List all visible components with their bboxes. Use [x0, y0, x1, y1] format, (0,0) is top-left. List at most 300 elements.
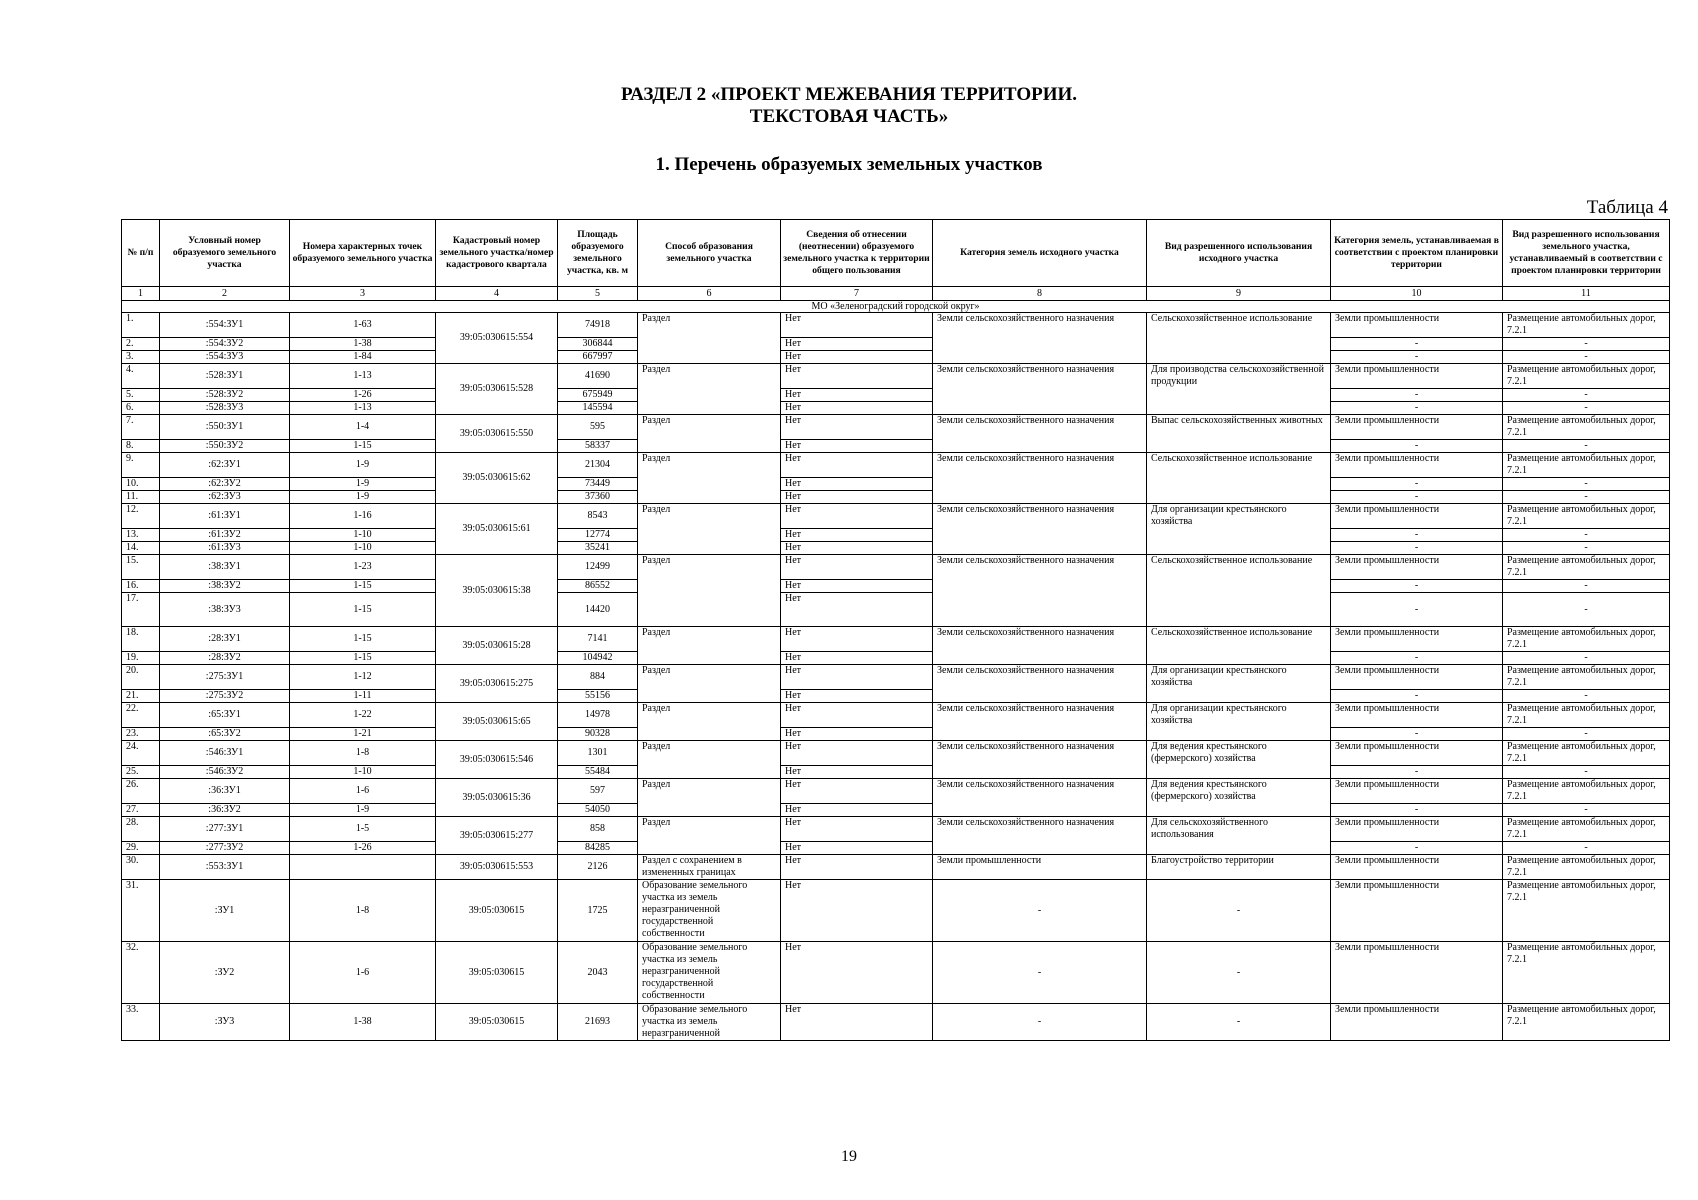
new-land-category: Земли промышленности	[1331, 415, 1503, 440]
new-permitted-use: -	[1503, 440, 1670, 453]
formation-method: Раздел	[638, 627, 781, 665]
plot-points: 1-4	[290, 415, 436, 440]
plot-id: :62:ЗУ2	[160, 478, 290, 491]
source-permitted-use: -	[1147, 942, 1331, 1004]
cadastral-number: 39:05:030615	[436, 880, 558, 942]
new-permitted-use: Размещение автомобильных дорог, 7.2.1	[1503, 415, 1670, 440]
new-land-category: Земли промышленности	[1331, 665, 1503, 690]
new-land-category: -	[1331, 389, 1503, 402]
row-number: 9.	[122, 453, 160, 478]
source-permitted-use: -	[1147, 880, 1331, 942]
new-permitted-use: -	[1503, 351, 1670, 364]
row-number: 19.	[122, 652, 160, 665]
table-row	[122, 542, 1670, 555]
source-land-category: Земли сельскохозяйственного назначения	[933, 741, 1147, 779]
row-number: 28.	[122, 817, 160, 842]
plot-area: 54050	[558, 804, 638, 817]
section-title-line1: РАЗДЕЛ 2 «ПРОЕКТ МЕЖЕВАНИЯ ТЕРРИТОРИИ.	[620, 84, 1078, 105]
public-use-status: Нет	[781, 942, 933, 1004]
public-use-status: Нет	[781, 364, 933, 389]
table-row	[122, 555, 1670, 580]
row-number: 31.	[122, 880, 160, 942]
plot-points: 1-21	[290, 728, 436, 741]
source-permitted-use: Для сельскохозяйственного использования	[1147, 817, 1331, 855]
public-use-status: Нет	[781, 402, 933, 415]
column-number: 2	[160, 287, 290, 301]
plot-area: 21304	[558, 453, 638, 478]
row-number: 33.	[122, 1004, 160, 1041]
table-row	[122, 440, 1670, 453]
new-land-category: -	[1331, 593, 1503, 627]
plot-id: :28:ЗУ1	[160, 627, 290, 652]
plot-area: 675949	[558, 389, 638, 402]
row-number: 24.	[122, 741, 160, 766]
new-permitted-use: -	[1503, 593, 1670, 627]
plot-points: 1-15	[290, 580, 436, 593]
cadastral-number: 39:05:030615	[436, 942, 558, 1004]
plot-id: :38:ЗУ2	[160, 580, 290, 593]
source-land-category: Земли сельскохозяйственного назначения	[933, 665, 1147, 703]
formation-method: Раздел	[638, 703, 781, 741]
public-use-status: Нет	[781, 728, 933, 741]
row-number: 15.	[122, 555, 160, 580]
new-land-category: -	[1331, 804, 1503, 817]
source-permitted-use: Сельскохозяйственное использование	[1147, 453, 1331, 504]
plot-points: 1-8	[290, 741, 436, 766]
plot-area: 14420	[558, 593, 638, 627]
source-land-category: Земли сельскохозяйственного назначения	[933, 703, 1147, 741]
row-number: 29.	[122, 842, 160, 855]
table-row	[122, 338, 1670, 351]
public-use-status: Нет	[781, 842, 933, 855]
formation-method: Раздел с сохранением в измененных границах	[638, 855, 781, 880]
row-number: 4.	[122, 364, 160, 389]
new-land-category: -	[1331, 652, 1503, 665]
table-row	[122, 817, 1670, 842]
row-number: 1.	[122, 313, 160, 338]
source-permitted-use: Выпас сельскохозяйственных животных	[1147, 415, 1331, 453]
source-land-category: Земли сельскохозяйственного назначения	[933, 504, 1147, 555]
table-row	[122, 842, 1670, 855]
row-number: 8.	[122, 440, 160, 453]
plot-id: :554:ЗУ1	[160, 313, 290, 338]
source-land-category: Земли сельскохозяйственного назначения	[933, 779, 1147, 817]
new-land-category: -	[1331, 338, 1503, 351]
new-land-category: Земли промышленности	[1331, 703, 1503, 728]
public-use-status: Нет	[781, 855, 933, 880]
column-number: 3	[290, 287, 436, 301]
plot-points: 1-10	[290, 766, 436, 779]
plot-points: 1-26	[290, 842, 436, 855]
plot-id: :65:ЗУ1	[160, 703, 290, 728]
plot-area: 2043	[558, 942, 638, 1004]
source-land-category: Земли промышленности	[933, 855, 1147, 880]
header-cell: Номера характерных точек образуемого земельного участка	[290, 220, 436, 287]
header-cell: Площадь образуемого земельного участка, кв. м	[558, 220, 638, 287]
plot-id: :550:ЗУ1	[160, 415, 290, 440]
plot-area: 35241	[558, 542, 638, 555]
plot-points	[290, 855, 436, 880]
plot-id: :550:ЗУ2	[160, 440, 290, 453]
column-number: 9	[1147, 287, 1331, 301]
row-number: 14.	[122, 542, 160, 555]
table-row	[122, 880, 1670, 942]
column-number: 11	[1503, 287, 1670, 301]
cadastral-number: 39:05:030615:553	[436, 855, 558, 880]
cadastral-number: 39:05:030615:38	[436, 555, 558, 627]
row-number: 32.	[122, 942, 160, 1004]
source-permitted-use: Для ведения крестьянского (фермерского) хозяйства	[1147, 741, 1331, 779]
table-row	[122, 766, 1670, 779]
table-row	[122, 942, 1670, 1004]
plot-points: 1-16	[290, 504, 436, 529]
new-land-category: -	[1331, 690, 1503, 703]
source-permitted-use: Для организации крестьянского хозяйства	[1147, 504, 1331, 555]
column-number: 1	[122, 287, 160, 301]
plot-id: :528:ЗУ3	[160, 402, 290, 415]
source-permitted-use: Для организации крестьянского хозяйства	[1147, 703, 1331, 741]
row-number: 11.	[122, 491, 160, 504]
plot-points: 1-9	[290, 453, 436, 478]
header-cell: Категория земель, устанавливаемая в соответствии с проектом планировки территории	[1331, 220, 1503, 287]
source-permitted-use: -	[1147, 1004, 1331, 1041]
row-number: 10.	[122, 478, 160, 491]
formation-method: Раздел	[638, 555, 781, 627]
formation-method: Образование земельного участка из земель неразграниченной государственной собственности	[638, 880, 781, 942]
new-permitted-use: Размещение автомобильных дорог, 7.2.1	[1503, 880, 1670, 942]
new-land-category: -	[1331, 351, 1503, 364]
new-land-category: -	[1331, 529, 1503, 542]
new-land-category: -	[1331, 402, 1503, 415]
new-permitted-use: -	[1503, 542, 1670, 555]
table-row	[122, 779, 1670, 804]
plot-area: 12499	[558, 555, 638, 580]
new-permitted-use: Размещение автомобильных дорог, 7.2.1	[1503, 627, 1670, 652]
new-land-category: Земли промышленности	[1331, 817, 1503, 842]
new-permitted-use: -	[1503, 690, 1670, 703]
table-row	[122, 351, 1670, 364]
table-row	[122, 313, 1670, 338]
new-land-category: -	[1331, 842, 1503, 855]
new-permitted-use: -	[1503, 338, 1670, 351]
new-permitted-use: -	[1503, 766, 1670, 779]
new-permitted-use: Размещение автомобильных дорог, 7.2.1	[1503, 779, 1670, 804]
plot-area: 58337	[558, 440, 638, 453]
cadastral-number: 39:05:030615:61	[436, 504, 558, 555]
plot-points: 1-15	[290, 593, 436, 627]
header-cell: Сведения об отнесении (неотнесении) образуемого земельного участка к территории общего пользования	[781, 220, 933, 287]
table-row	[122, 728, 1670, 741]
source-permitted-use: Для ведения крестьянского (фермерского) хозяйства	[1147, 779, 1331, 817]
new-permitted-use: Размещение автомобильных дорог, 7.2.1	[1503, 665, 1670, 690]
new-permitted-use: Размещение автомобильных дорог, 7.2.1	[1503, 313, 1670, 338]
new-permitted-use: -	[1503, 580, 1670, 593]
header-cell: Условный номер образуемого земельного участка	[160, 220, 290, 287]
page-number: 19	[841, 1148, 857, 1165]
public-use-status: Нет	[781, 703, 933, 728]
plot-id: :61:ЗУ3	[160, 542, 290, 555]
new-land-category: -	[1331, 766, 1503, 779]
row-number: 2.	[122, 338, 160, 351]
plot-id: :528:ЗУ1	[160, 364, 290, 389]
new-permitted-use: Размещение автомобильных дорог, 7.2.1	[1503, 855, 1670, 880]
public-use-status: Нет	[781, 338, 933, 351]
formation-method: Раздел	[638, 364, 781, 415]
table-row	[122, 478, 1670, 491]
land-plots-table	[121, 219, 1670, 1041]
new-permitted-use: Размещение автомобильных дорог, 7.2.1	[1503, 703, 1670, 728]
row-number: 5.	[122, 389, 160, 402]
plot-area: 667997	[558, 351, 638, 364]
new-land-category: -	[1331, 491, 1503, 504]
plot-id: :546:ЗУ1	[160, 741, 290, 766]
subsection-title: 1. Перечень образуемых земельных участков	[655, 154, 1043, 175]
column-number-row	[122, 287, 1670, 301]
header-cell: Способ образования земельного участка	[638, 220, 781, 287]
plot-area: 597	[558, 779, 638, 804]
cadastral-number: 39:05:030615:65	[436, 703, 558, 741]
row-number: 23.	[122, 728, 160, 741]
header-cell: Вид разрешенного использования исходного участка	[1147, 220, 1331, 287]
plot-points: 1-23	[290, 555, 436, 580]
plot-area: 12774	[558, 529, 638, 542]
source-land-category: Земли сельскохозяйственного назначения	[933, 555, 1147, 627]
source-land-category: Земли сельскохозяйственного назначения	[933, 453, 1147, 504]
formation-method: Образование земельного участка из земель неразграниченной	[638, 1004, 781, 1041]
cadastral-number: 39:05:030615:528	[436, 364, 558, 415]
source-land-category: -	[933, 880, 1147, 942]
plot-id: :65:ЗУ2	[160, 728, 290, 741]
plot-id: :61:ЗУ1	[160, 504, 290, 529]
plot-id: :553:ЗУ1	[160, 855, 290, 880]
new-permitted-use: Размещение автомобильных дорог, 7.2.1	[1503, 741, 1670, 766]
row-number: 27.	[122, 804, 160, 817]
cadastral-number: 39:05:030615:28	[436, 627, 558, 665]
new-land-category: Земли промышленности	[1331, 504, 1503, 529]
new-permitted-use: Размещение автомобильных дорог, 7.2.1	[1503, 555, 1670, 580]
source-land-category: Земли сельскохозяйственного назначения	[933, 627, 1147, 665]
formation-method: Раздел	[638, 415, 781, 453]
public-use-status: Нет	[781, 1004, 933, 1041]
plot-id: :ЗУ1	[160, 880, 290, 942]
table-row	[122, 529, 1670, 542]
table-row	[122, 453, 1670, 478]
formation-method: Раздел	[638, 741, 781, 779]
new-permitted-use: -	[1503, 842, 1670, 855]
plot-area: 145594	[558, 402, 638, 415]
plot-area: 8543	[558, 504, 638, 529]
plot-points: 1-5	[290, 817, 436, 842]
source-land-category: Земли сельскохозяйственного назначения	[933, 415, 1147, 453]
new-land-category: Земли промышленности	[1331, 855, 1503, 880]
plot-area: 37360	[558, 491, 638, 504]
cadastral-number: 39:05:030615:550	[436, 415, 558, 453]
new-permitted-use: Размещение автомобильных дорог, 7.2.1	[1503, 453, 1670, 478]
table-row	[122, 415, 1670, 440]
formation-method: Раздел	[638, 817, 781, 855]
plot-id: :277:ЗУ2	[160, 842, 290, 855]
new-permitted-use: -	[1503, 652, 1670, 665]
new-permitted-use: Размещение автомобильных дорог, 7.2.1	[1503, 504, 1670, 529]
plot-points: 1-10	[290, 542, 436, 555]
new-permitted-use: -	[1503, 478, 1670, 491]
table-row	[122, 690, 1670, 703]
public-use-status: Нет	[781, 741, 933, 766]
public-use-status: Нет	[781, 440, 933, 453]
new-land-category: -	[1331, 440, 1503, 453]
plot-id: :36:ЗУ1	[160, 779, 290, 804]
plot-area: 1725	[558, 880, 638, 942]
row-number: 21.	[122, 690, 160, 703]
plot-points: 1-84	[290, 351, 436, 364]
plot-id: :275:ЗУ2	[160, 690, 290, 703]
header-row	[122, 220, 1670, 287]
table-row	[122, 504, 1670, 529]
source-permitted-use: Для организации крестьянского хозяйства	[1147, 665, 1331, 703]
table-row	[122, 491, 1670, 504]
formation-method: Раздел	[638, 779, 781, 817]
public-use-status: Нет	[781, 779, 933, 804]
plot-id: :ЗУ3	[160, 1004, 290, 1041]
table-row	[122, 580, 1670, 593]
formation-method: Образование земельного участка из земель неразграниченной государственной собственности	[638, 942, 781, 1004]
new-land-category: -	[1331, 542, 1503, 555]
municipality-row	[122, 301, 1670, 313]
plot-id: :546:ЗУ2	[160, 766, 290, 779]
public-use-status: Нет	[781, 453, 933, 478]
table-row	[122, 389, 1670, 402]
plot-area: 21693	[558, 1004, 638, 1041]
formation-method: Раздел	[638, 504, 781, 555]
source-land-category: Земли сельскохозяйственного назначения	[933, 313, 1147, 364]
public-use-status: Нет	[781, 555, 933, 580]
plot-points: 1-38	[290, 1004, 436, 1041]
cadastral-number: 39:05:030615	[436, 1004, 558, 1041]
plot-points: 1-12	[290, 665, 436, 690]
row-number: 17.	[122, 593, 160, 627]
plot-area: 73449	[558, 478, 638, 491]
public-use-status: Нет	[781, 313, 933, 338]
plot-points: 1-15	[290, 652, 436, 665]
section-title-line2: ТЕКСТОВАЯ ЧАСТЬ»	[749, 106, 949, 127]
row-number: 6.	[122, 402, 160, 415]
column-number: 8	[933, 287, 1147, 301]
plot-points: 1-38	[290, 338, 436, 351]
new-land-category: Земли промышленности	[1331, 364, 1503, 389]
public-use-status: Нет	[781, 593, 933, 627]
source-permitted-use: Сельскохозяйственное использование	[1147, 555, 1331, 627]
new-land-category: Земли промышленности	[1331, 555, 1503, 580]
plot-area: 1301	[558, 741, 638, 766]
header-cell: Категория земель исходного участка	[933, 220, 1147, 287]
plot-id: :554:ЗУ3	[160, 351, 290, 364]
plot-area: 55156	[558, 690, 638, 703]
plot-id: :ЗУ2	[160, 942, 290, 1004]
table-row	[122, 627, 1670, 652]
plot-points: 1-6	[290, 942, 436, 1004]
plot-points: 1-9	[290, 804, 436, 817]
plot-area: 104942	[558, 652, 638, 665]
row-number: 25.	[122, 766, 160, 779]
source-permitted-use: Сельскохозяйственное использование	[1147, 627, 1331, 665]
plot-area: 306844	[558, 338, 638, 351]
plot-points: 1-13	[290, 402, 436, 415]
plot-id: :38:ЗУ3	[160, 593, 290, 627]
public-use-status: Нет	[781, 627, 933, 652]
new-permitted-use: Размещение автомобильных дорог, 7.2.1	[1503, 817, 1670, 842]
row-number: 18.	[122, 627, 160, 652]
row-number: 7.	[122, 415, 160, 440]
table-row	[122, 364, 1670, 389]
new-permitted-use: -	[1503, 529, 1670, 542]
row-number: 26.	[122, 779, 160, 804]
plot-area: 55484	[558, 766, 638, 779]
public-use-status: Нет	[781, 580, 933, 593]
new-land-category: Земли промышленности	[1331, 313, 1503, 338]
table-row	[122, 665, 1670, 690]
plot-area: 7141	[558, 627, 638, 652]
table-row	[122, 804, 1670, 817]
plot-area: 74918	[558, 313, 638, 338]
column-number: 6	[638, 287, 781, 301]
public-use-status: Нет	[781, 351, 933, 364]
plot-area: 84285	[558, 842, 638, 855]
row-number: 13.	[122, 529, 160, 542]
plot-area: 14978	[558, 703, 638, 728]
new-permitted-use: -	[1503, 804, 1670, 817]
plot-id: :38:ЗУ1	[160, 555, 290, 580]
plot-area: 2126	[558, 855, 638, 880]
new-land-category: Земли промышленности	[1331, 779, 1503, 804]
plot-id: :62:ЗУ3	[160, 491, 290, 504]
new-permitted-use: -	[1503, 402, 1670, 415]
plot-area: 884	[558, 665, 638, 690]
row-number: 12.	[122, 504, 160, 529]
header-cell: Вид разрешенного использования земельного участка, устанавливаемый в соответствии с проектом планировки территории	[1503, 220, 1670, 287]
public-use-status: Нет	[781, 504, 933, 529]
new-land-category: -	[1331, 478, 1503, 491]
public-use-status: Нет	[781, 529, 933, 542]
new-permitted-use: -	[1503, 728, 1670, 741]
public-use-status: Нет	[781, 478, 933, 491]
new-land-category: Земли промышленности	[1331, 880, 1503, 942]
source-permitted-use: Для производства сельскохозяйственной продукции	[1147, 364, 1331, 415]
plot-points: 1-63	[290, 313, 436, 338]
new-permitted-use: Размещение автомобильных дорог, 7.2.1	[1503, 1004, 1670, 1041]
table-row	[122, 1004, 1670, 1041]
cadastral-number: 39:05:030615:275	[436, 665, 558, 703]
plot-area: 90328	[558, 728, 638, 741]
new-permitted-use: Размещение автомобильных дорог, 7.2.1	[1503, 942, 1670, 1004]
new-permitted-use: -	[1503, 389, 1670, 402]
table-row	[122, 593, 1670, 627]
column-number: 4	[436, 287, 558, 301]
table-caption: Таблица 4	[1586, 197, 1668, 218]
row-number: 16.	[122, 580, 160, 593]
formation-method: Раздел	[638, 453, 781, 504]
formation-method: Раздел	[638, 313, 781, 364]
public-use-status: Нет	[781, 491, 933, 504]
table-row	[122, 703, 1670, 728]
cadastral-number: 39:05:030615:546	[436, 741, 558, 779]
public-use-status: Нет	[781, 817, 933, 842]
source-land-category: -	[933, 942, 1147, 1004]
formation-method: Раздел	[638, 665, 781, 703]
plot-id: :36:ЗУ2	[160, 804, 290, 817]
public-use-status: Нет	[781, 389, 933, 402]
table-row	[122, 855, 1670, 880]
new-land-category: Земли промышленности	[1331, 1004, 1503, 1041]
